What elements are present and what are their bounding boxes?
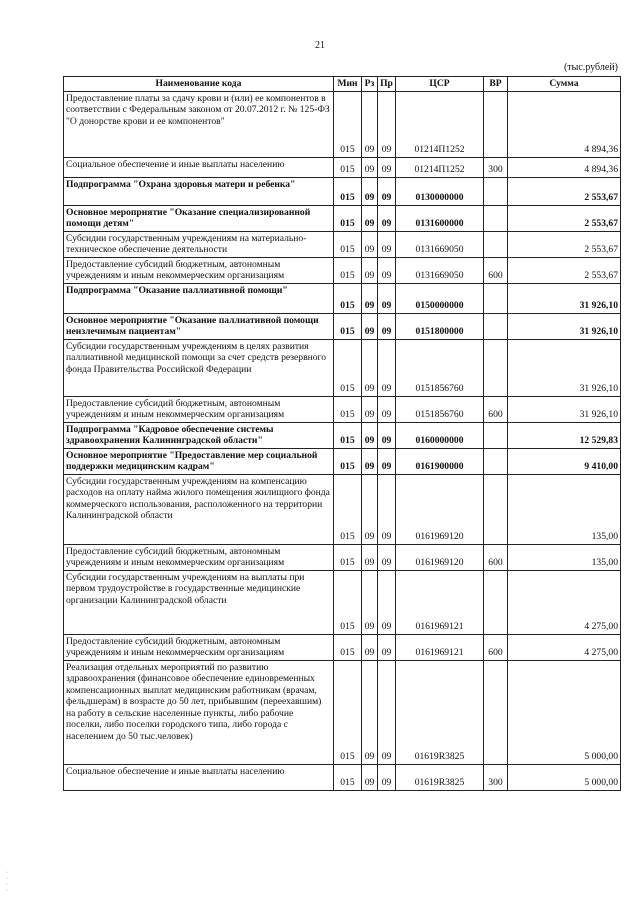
cell-pr: 09 [378,570,396,634]
cell-csr: 0131669050 [396,231,484,257]
cell-rz: 09 [362,474,378,544]
cell-rz: 09 [362,157,378,177]
cell-name: Предоставление платы за сдачу крови и (или) ее компонентов в соответствии с Федеральным законом от 20.07.2012 г. № 125-ФЗ "О донорстве крови и ее компонентов" [64,91,334,157]
cell-sum: 5 000,00 [508,764,621,790]
cell-min: 015 [334,422,362,448]
table-row [64,422,621,448]
cell-csr: 0130000000 [396,177,484,205]
cell-vr [484,231,508,257]
cell-min: 015 [334,205,362,231]
cell-name: Основное мероприятие "Предоставление мер социальной поддержки медицинским кадрам" [64,448,334,474]
cell-vr [484,177,508,205]
cell-csr: 0151856760 [396,396,484,422]
cell-sum: 2 553,67 [508,205,621,231]
cell-rz: 09 [362,634,378,660]
cell-sum: 2 553,67 [508,231,621,257]
cell-min: 015 [334,313,362,339]
cell-csr: 01619R3825 [396,660,484,764]
cell-sum: 31 926,10 [508,283,621,313]
table-row [64,339,621,396]
cell-vr: 300 [484,764,508,790]
cell-pr: 09 [378,422,396,448]
cell-sum: 5 000,00 [508,660,621,764]
cell-sum: 4 894,36 [508,91,621,157]
table-row [64,283,621,313]
cell-rz: 09 [362,257,378,283]
cell-csr: 0151856760 [396,339,484,396]
table-row [64,474,621,544]
page-number: 21 [315,40,325,51]
cell-name: Предоставление субсидий бюджетным, автономным учреждениям и иным некоммерческим организациям [64,544,334,570]
cell-sum: 31 926,10 [508,396,621,422]
cell-name: Основное мероприятие "Оказание паллиативной помощи неизлечимым пациентам" [64,313,334,339]
cell-name: Предоставление субсидий бюджетным, автономным учреждениям и иным некоммерческим организациям [64,634,334,660]
cell-rz: 09 [362,396,378,422]
table-row [64,205,621,231]
cell-pr: 09 [378,157,396,177]
table-row [64,660,621,764]
header-rz: Рз [362,77,378,92]
cell-rz: 09 [362,205,378,231]
cell-vr: 600 [484,634,508,660]
cell-rz: 09 [362,544,378,570]
cell-rz: 09 [362,91,378,157]
table-row [64,570,621,634]
cell-vr [484,422,508,448]
cell-name: Основное мероприятие "Оказание специализированной помощи детям" [64,205,334,231]
table-row [64,177,621,205]
table-row [64,257,621,283]
cell-pr: 09 [378,339,396,396]
cell-csr: 0151800000 [396,313,484,339]
cell-name: Предоставление субсидий бюджетным, автономным учреждениям и иным некоммерческим организациям [64,396,334,422]
table-row [64,231,621,257]
cell-pr: 09 [378,764,396,790]
cell-vr: 600 [484,257,508,283]
cell-rz: 09 [362,177,378,205]
cell-pr: 09 [378,544,396,570]
cell-name: Предоставление субсидий бюджетным, автономным учреждениям и иным некоммерческим организациям [64,257,334,283]
header-csr: ЦСР [396,77,484,92]
cell-csr: 01619R3825 [396,764,484,790]
cell-min: 015 [334,570,362,634]
cell-min: 015 [334,764,362,790]
cell-csr: 0131669050 [396,257,484,283]
cell-rz: 09 [362,448,378,474]
cell-pr: 09 [378,283,396,313]
cell-sum: 135,00 [508,474,621,544]
cell-vr [484,570,508,634]
cell-rz: 09 [362,231,378,257]
cell-vr [484,313,508,339]
cell-sum: 2 553,67 [508,177,621,205]
cell-min: 015 [334,257,362,283]
header-name: Наименование кода [64,77,334,92]
cell-csr: 0161969121 [396,634,484,660]
units-label: (тыс.рублей) [563,62,618,73]
cell-name: Подпрограмма "Кадровое обеспечение системы здравоохранения Калининградской области" [64,422,334,448]
cell-name: Социальное обеспечение и иные выплаты населению [64,157,334,177]
cell-min: 015 [334,660,362,764]
cell-vr: 300 [484,157,508,177]
table-header-row [64,77,621,92]
cell-sum: 2 553,67 [508,257,621,283]
header-pr: Пр [378,77,396,92]
cell-name: Реализация отдельных мероприятий по развитию здравоохранения (финансовое обеспечение единовременных компенсационных выплат медицинским работникам (врачам, фельдшерам) в возрасте до 50 лет, прибывшим (переехавшим) на работу в сельские населенные пункты, либо рабочие поселки, либо поселки городского типа, либо города с населением до 50 тыс.человек) [64,660,334,764]
table-row [64,634,621,660]
cell-min: 015 [334,91,362,157]
cell-sum: 4 275,00 [508,634,621,660]
cell-min: 015 [334,396,362,422]
cell-min: 015 [334,474,362,544]
cell-sum: 4 894,36 [508,157,621,177]
cell-sum: 12 529,83 [508,422,621,448]
cell-min: 015 [334,448,362,474]
table-row [64,448,621,474]
header-min: Мин [334,77,362,92]
cell-pr: 09 [378,257,396,283]
table-row [64,764,621,790]
table-row [64,544,621,570]
cell-pr: 09 [378,660,396,764]
cell-rz: 09 [362,660,378,764]
cell-vr: 600 [484,396,508,422]
cell-pr: 09 [378,448,396,474]
cell-rz: 09 [362,339,378,396]
cell-name: Подпрограмма "Охрана здоровья матери и ребенка" [64,177,334,205]
cell-min: 015 [334,634,362,660]
cell-sum: 4 275,00 [508,570,621,634]
cell-vr [484,91,508,157]
margin-marks: · · · · [6,870,8,894]
cell-pr: 09 [378,474,396,544]
cell-pr: 09 [378,91,396,157]
table-row [64,157,621,177]
cell-pr: 09 [378,313,396,339]
budget-table [63,76,621,791]
cell-csr: 01214П1252 [396,91,484,157]
cell-rz: 09 [362,570,378,634]
cell-name: Подпрограмма "Оказание паллиативной помощи" [64,283,334,313]
cell-pr: 09 [378,205,396,231]
cell-csr: 0161969121 [396,570,484,634]
cell-name: Субсидии государственным учреждениям на выплаты при первом трудоустройстве в государственные медицинские организации Калининградской области [64,570,334,634]
cell-sum: 31 926,10 [508,313,621,339]
cell-vr [484,474,508,544]
cell-vr [484,283,508,313]
cell-min: 015 [334,283,362,313]
cell-sum: 9 410,00 [508,448,621,474]
cell-min: 015 [334,231,362,257]
header-vr: ВР [484,77,508,92]
cell-csr: 0131600000 [396,205,484,231]
cell-vr [484,339,508,396]
cell-sum: 31 926,10 [508,339,621,396]
cell-min: 015 [334,157,362,177]
cell-rz: 09 [362,764,378,790]
cell-pr: 09 [378,177,396,205]
cell-rz: 09 [362,313,378,339]
cell-name: Социальное обеспечение и иные выплаты населению [64,764,334,790]
cell-pr: 09 [378,634,396,660]
cell-rz: 09 [362,422,378,448]
cell-sum: 135,00 [508,544,621,570]
cell-csr: 0161969120 [396,544,484,570]
table-row [64,396,621,422]
cell-rz: 09 [362,283,378,313]
cell-name: Субсидии государственным учреждениям в целях развития паллиативной медицинской помощи за счет средств резервного фонда Правительства Российской Федерации [64,339,334,396]
table-row [64,91,621,157]
cell-vr [484,205,508,231]
cell-csr: 0150000000 [396,283,484,313]
table-row [64,313,621,339]
cell-csr: 0161900000 [396,448,484,474]
cell-min: 015 [334,177,362,205]
cell-vr: 600 [484,544,508,570]
cell-name: Субсидии государственным учреждениям на материально-техническое обеспечение деятельности [64,231,334,257]
cell-pr: 09 [378,231,396,257]
cell-csr: 0161969120 [396,474,484,544]
cell-vr [484,660,508,764]
cell-min: 015 [334,339,362,396]
header-sum: Сумма [508,77,621,92]
cell-vr [484,448,508,474]
cell-csr: 0160000000 [396,422,484,448]
cell-name: Субсидии государственным учреждениям на компенсацию расходов на оплату найма жилого помещения жилищного фонда коммерческого использования, расположенного на территории Калининградской области [64,474,334,544]
cell-pr: 09 [378,396,396,422]
cell-min: 015 [334,544,362,570]
cell-csr: 01214П1252 [396,157,484,177]
